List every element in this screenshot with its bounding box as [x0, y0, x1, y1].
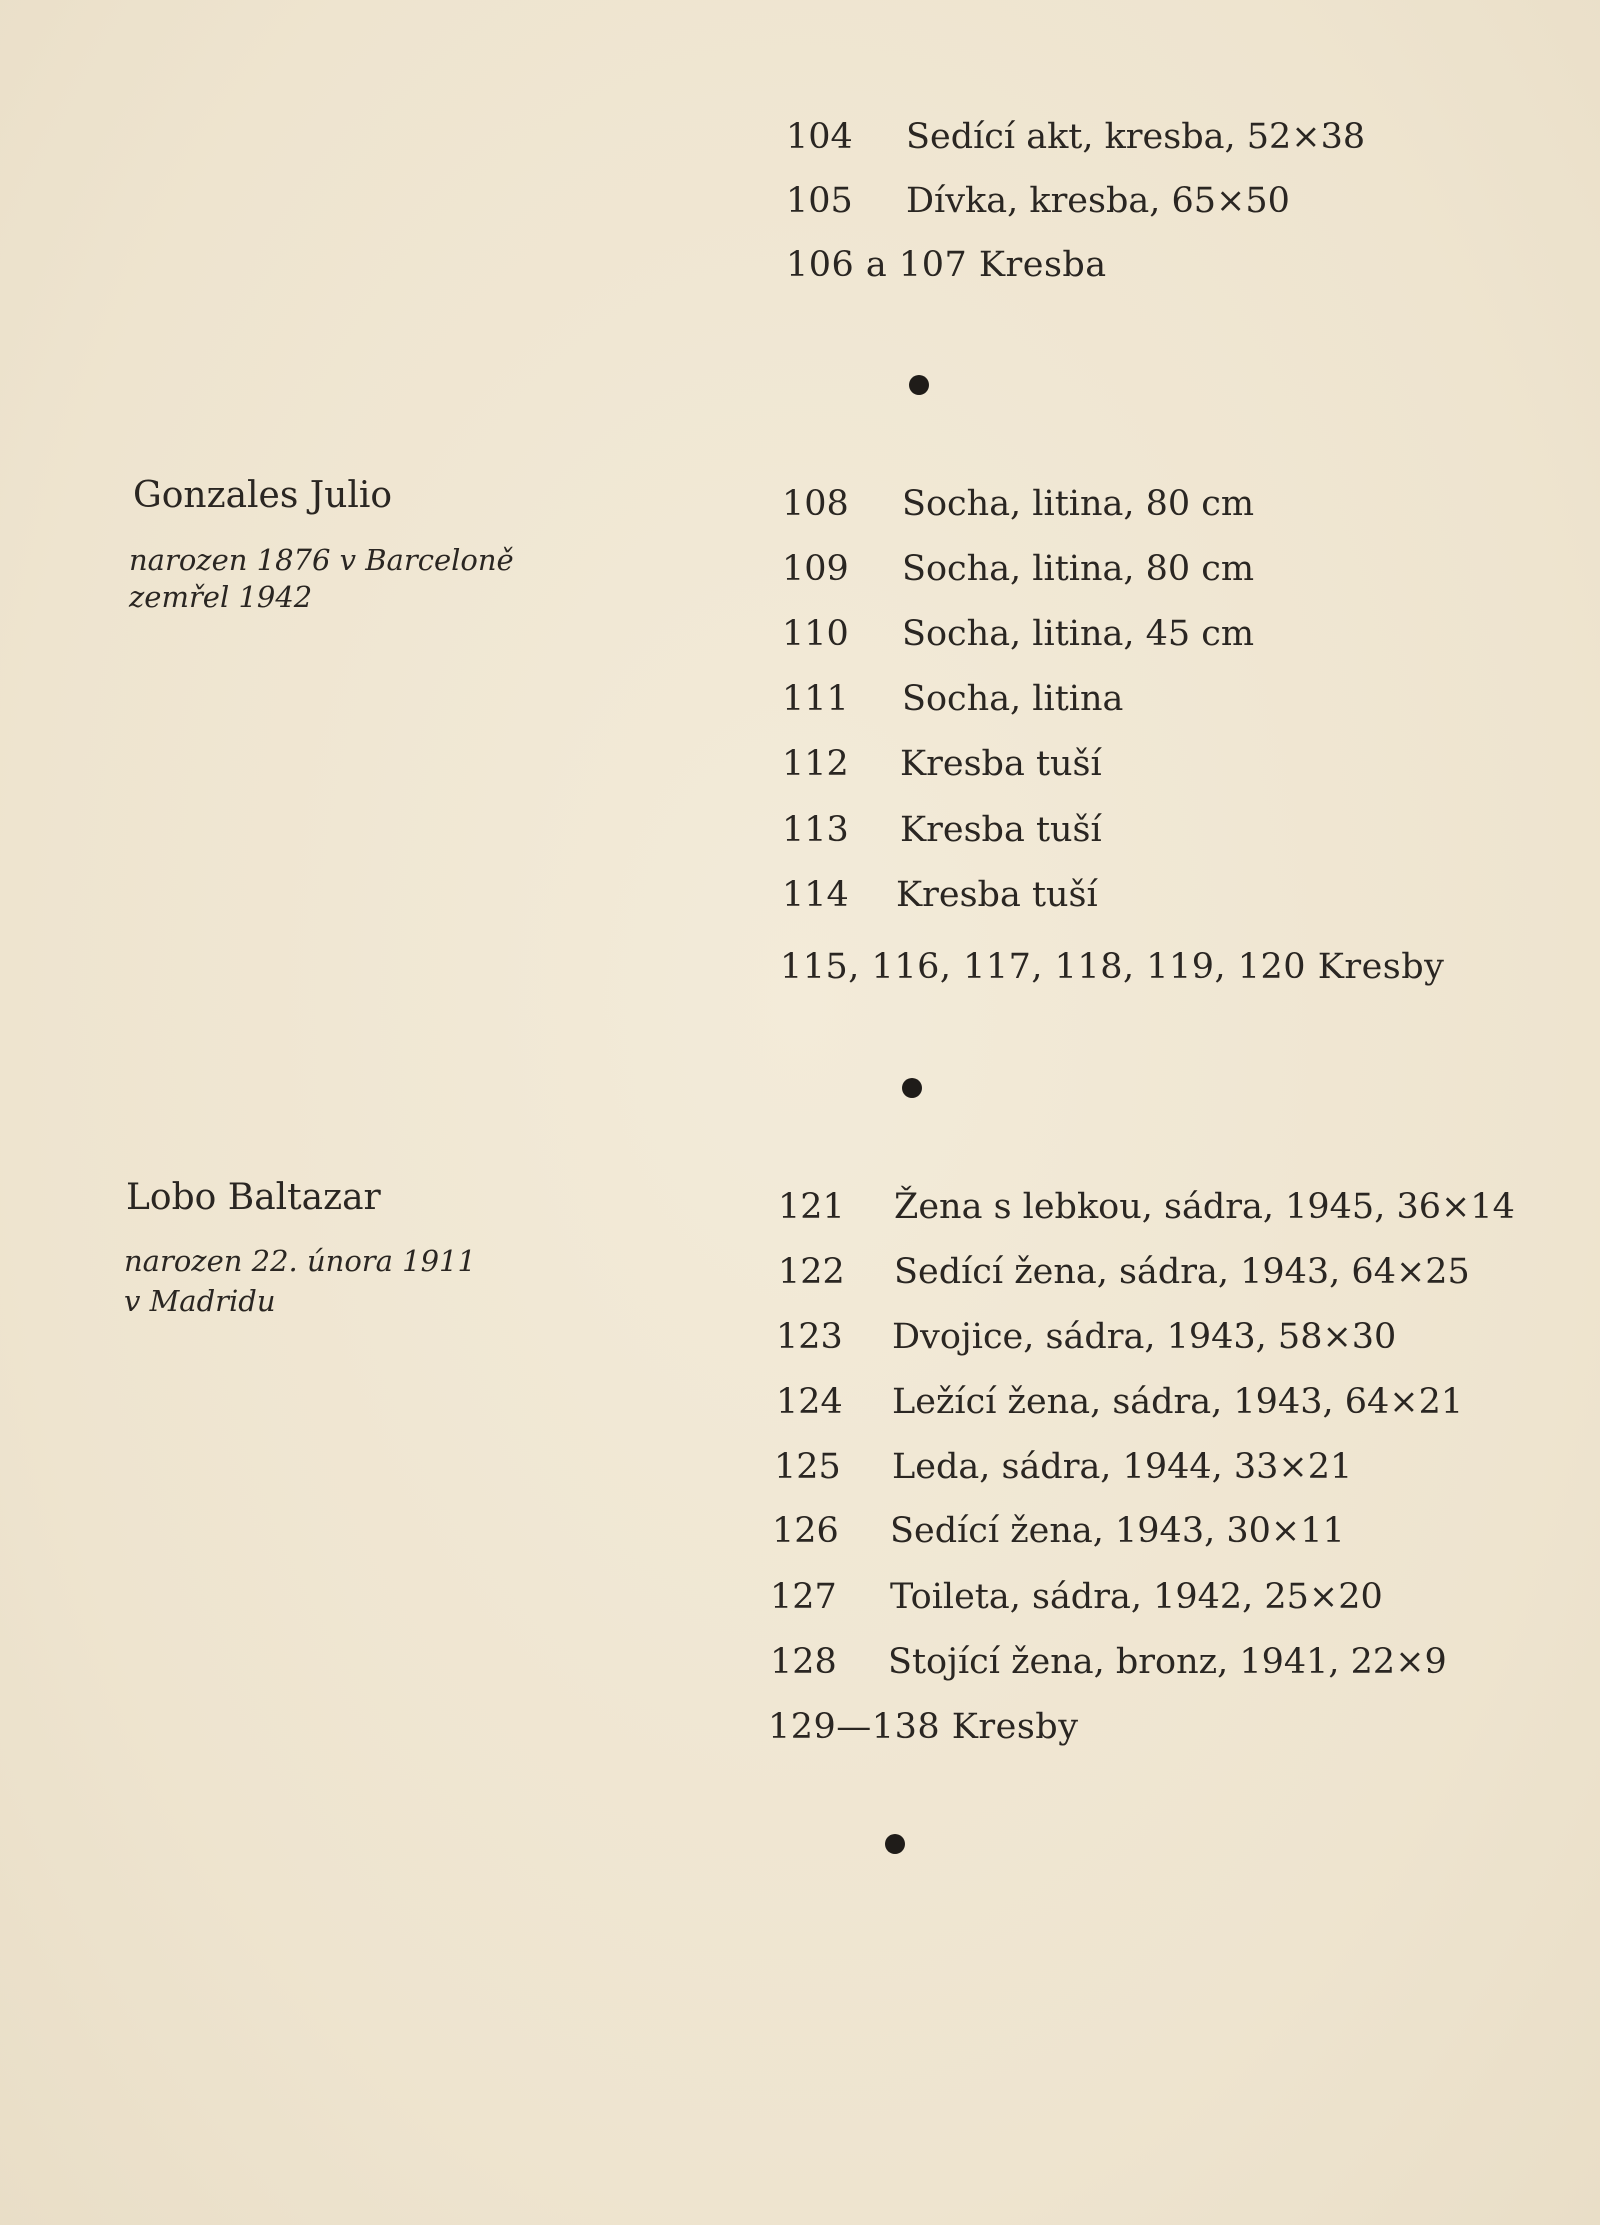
entry-group: 106 a 107 Kresba — [786, 245, 1107, 285]
artist-bio-line: zemřel 1942 — [129, 580, 313, 614]
entry-description: Dvojice, sádra, 1943, 58×30 — [892, 1317, 1397, 1357]
entry-number: 121 — [778, 1187, 845, 1227]
entry-number: 109 — [782, 549, 849, 589]
artist-bio-line: v Madridu — [124, 1284, 276, 1318]
section-separator-dot — [885, 1834, 905, 1854]
entry-description: Socha, litina, 80 cm — [902, 484, 1255, 524]
entry-number: 111 — [782, 679, 849, 719]
entry-number: 127 — [770, 1577, 837, 1617]
entry-description: Žena s lebkou, sádra, 1945, 36×14 — [894, 1187, 1515, 1227]
entry-number: 108 — [782, 484, 849, 524]
artist-name: Lobo Baltazar — [126, 1177, 381, 1218]
entry-description: Sedící žena, sádra, 1943, 64×25 — [894, 1252, 1470, 1292]
entry-description: Sedící akt, kresba, 52×38 — [906, 117, 1366, 157]
entry-description: Toileta, sádra, 1942, 25×20 — [890, 1577, 1383, 1617]
entry-description: Kresba tuší — [900, 810, 1102, 850]
entry-description: Kresba tuší — [896, 875, 1098, 915]
entry-number: 125 — [774, 1447, 841, 1487]
entry-description: Socha, litina, 45 cm — [902, 614, 1255, 654]
entry-number: 122 — [778, 1252, 845, 1292]
entry-number: 113 — [782, 810, 849, 850]
artist-bio-line: narozen 22. února 1911 — [124, 1244, 476, 1278]
entry-number: 126 — [772, 1511, 839, 1551]
entry-description: Socha, litina — [902, 679, 1124, 719]
artist-name: Gonzales Julio — [133, 475, 393, 516]
entry-description: Ležící žena, sádra, 1943, 64×21 — [892, 1382, 1464, 1422]
entry-number: 128 — [770, 1642, 837, 1682]
entry-description: Dívka, kresba, 65×50 — [906, 181, 1290, 221]
entry-number: 110 — [782, 614, 849, 654]
entry-description: Kresba tuší — [900, 744, 1102, 784]
entry-description: Sedící žena, 1943, 30×11 — [890, 1511, 1345, 1551]
entry-number: 123 — [776, 1317, 843, 1357]
entry-description: Stojící žena, bronz, 1941, 22×9 — [888, 1642, 1447, 1682]
artist-bio-line: narozen 1876 v Barceloně — [129, 543, 514, 577]
entry-description: Socha, litina, 80 cm — [902, 549, 1255, 589]
entry-number: 124 — [776, 1382, 843, 1422]
entry-description: Leda, sádra, 1944, 33×21 — [892, 1447, 1353, 1487]
entry-number: 104 — [786, 117, 853, 157]
section-separator-dot — [902, 1078, 922, 1098]
entry-number: 105 — [786, 181, 853, 221]
entry-number: 112 — [782, 744, 849, 784]
entry-group: 115, 116, 117, 118, 119, 120 Kresby — [780, 947, 1445, 987]
entry-number: 114 — [782, 875, 849, 915]
section-separator-dot — [909, 375, 929, 395]
entry-group: 129—138 Kresby — [768, 1707, 1079, 1747]
